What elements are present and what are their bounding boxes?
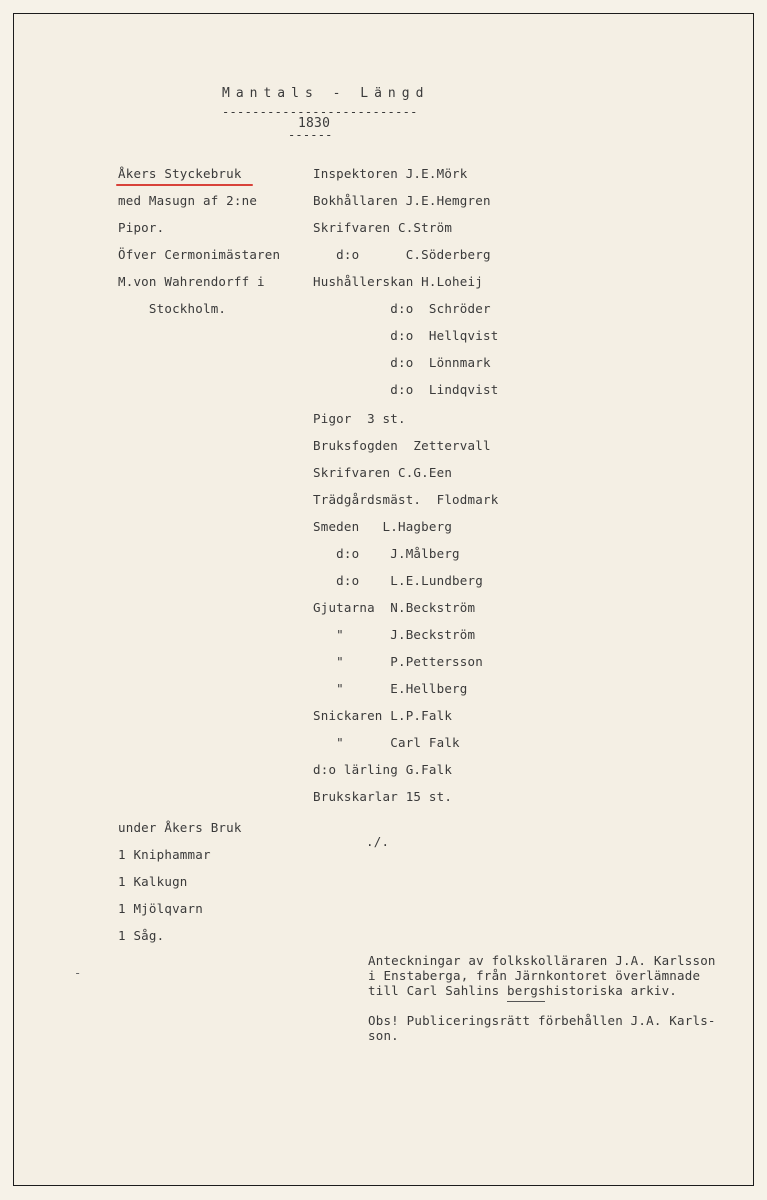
- obs-line: son.: [368, 1028, 399, 1043]
- left-line: med Masugn af 2:ne: [118, 193, 258, 208]
- staff-entry: " Carl Falk: [313, 735, 460, 750]
- year-underline: ------: [288, 128, 333, 142]
- staff-entry: Trädgårdsmäst. Flodmark: [313, 492, 499, 507]
- staff-entry: Bokhållaren J.E.Hemgren: [313, 193, 491, 208]
- staff-entry: Gjutarna N.Beckström: [313, 600, 476, 615]
- facility-entry: 1 Mjölqvarn: [118, 901, 203, 916]
- left-line: M.von Wahrendorff i: [118, 274, 265, 289]
- staff-entry: Snickaren L.P.Falk: [313, 708, 453, 723]
- title-underline: --------------------------: [222, 105, 418, 119]
- staff-entry: d:o L.E.Lundberg: [313, 573, 483, 588]
- year: 1830: [298, 116, 331, 131]
- staff-entry: " J.Beckström: [313, 627, 476, 642]
- staff-entry: d:o Hellqvist: [313, 328, 499, 343]
- staff-entry: d:o J.Målberg: [313, 546, 460, 561]
- left-line: Öfver Cermonimästaren: [118, 247, 281, 262]
- end-mark: ./.: [366, 834, 390, 849]
- margin-mark: -: [74, 966, 82, 980]
- staff-entry: d:o lärling G.Falk: [313, 762, 453, 777]
- staff-entry: " E.Hellberg: [313, 681, 468, 696]
- staff-entry: Skrifvaren C.G.Een: [313, 465, 453, 480]
- note-line: till Carl Sahlins bergshistoriska arkiv.: [368, 983, 678, 998]
- note-divider: [507, 1001, 545, 1002]
- left-line: Stockholm.: [118, 301, 227, 316]
- staff-entry: Bruksfogden Zettervall: [313, 438, 491, 453]
- facility-entry: 1 Kniphammar: [118, 847, 211, 862]
- staff-entry: Pigor 3 st.: [313, 411, 406, 426]
- left-line: Pipor.: [118, 220, 165, 235]
- staff-entry: " P.Pettersson: [313, 654, 483, 669]
- staff-entry: Inspektoren J.E.Mörk: [313, 166, 468, 181]
- estate-name: Åkers Styckebruk: [118, 166, 242, 181]
- staff-entry: Smeden L.Hagberg: [313, 519, 453, 534]
- obs-line: Obs! Publiceringsrätt förbehållen J.A. Karls-: [368, 1013, 716, 1028]
- staff-entry: d:o Schröder: [313, 301, 491, 316]
- facility-entry: 1 Såg.: [118, 928, 165, 943]
- staff-entry: Hushållerskan H.Loheij: [313, 274, 483, 289]
- staff-entry: Skrifvaren C.Ström: [313, 220, 453, 235]
- staff-entry: d:o C.Söderberg: [313, 247, 491, 262]
- red-underline: [116, 184, 253, 186]
- under-bruk-heading: under Åkers Bruk: [118, 820, 242, 835]
- page-title: Mantals - Längd: [222, 86, 430, 101]
- note-line: i Enstaberga, från Järnkontoret överlämnade: [368, 968, 701, 983]
- facility-entry: 1 Kalkugn: [118, 874, 188, 889]
- staff-entry: d:o Lönnmark: [313, 355, 491, 370]
- staff-entry: Brukskarlar 15 st.: [313, 789, 453, 804]
- staff-entry: d:o Lindqvist: [313, 382, 499, 397]
- note-line: Anteckningar av folkskolläraren J.A. Karlsson: [368, 953, 716, 968]
